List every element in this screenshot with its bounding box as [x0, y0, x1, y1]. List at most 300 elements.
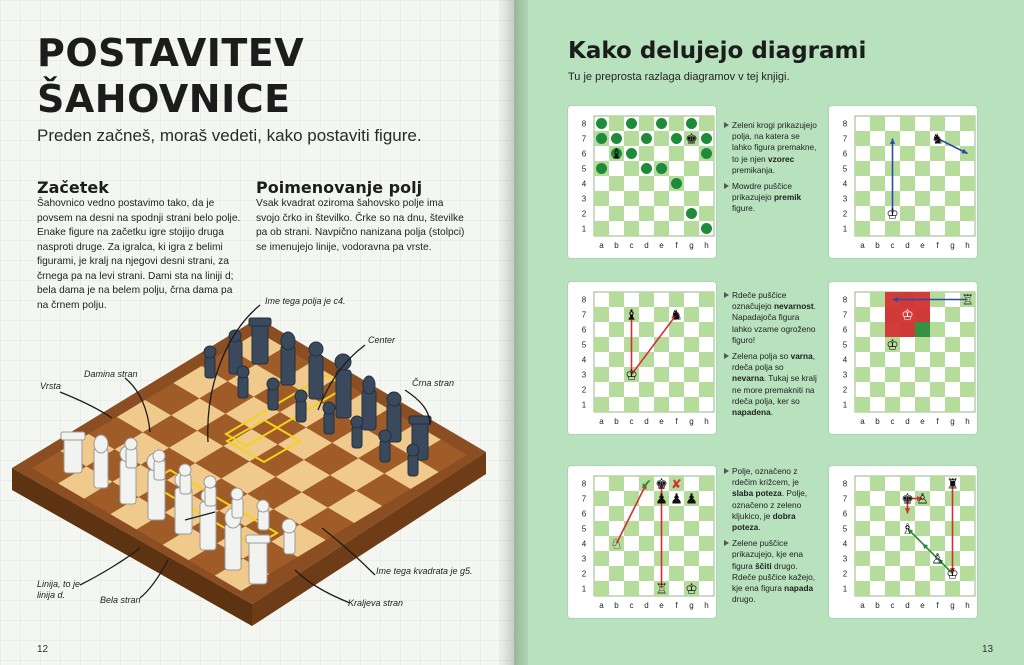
dark-square: [900, 176, 915, 191]
file-label: d: [644, 601, 649, 610]
rook-piece: ♖: [961, 292, 974, 309]
dark-square: [654, 367, 669, 382]
dark-square: [930, 476, 945, 491]
dark-square: [915, 521, 930, 536]
dark-square: [930, 116, 945, 131]
file-label: d: [905, 241, 910, 250]
right-page: [514, 0, 1024, 665]
dark-square: [885, 491, 900, 506]
dark-square: [855, 491, 870, 506]
diagram-card-3: [568, 282, 716, 434]
right-subtitle: Tu je preprosta razlaga diagramov v tej knjigi.: [568, 71, 790, 83]
dark-square: [900, 206, 915, 221]
description-1: [724, 120, 820, 220]
dark-square: [609, 292, 624, 307]
move-circle: [686, 208, 697, 219]
rook-piece: ♖: [655, 581, 668, 598]
dark-square: [684, 551, 699, 566]
dark-square: [885, 221, 900, 236]
dark-square: [900, 382, 915, 397]
pawn-piece: ♟: [670, 491, 683, 508]
pawn-piece: ♙: [916, 491, 929, 508]
dark-square: [900, 146, 915, 161]
rank-label: 1: [581, 584, 587, 594]
start-heading: Začetek: [37, 178, 109, 197]
rank-label: 8: [842, 295, 848, 305]
dark-square: [885, 551, 900, 566]
dark-square: [870, 146, 885, 161]
king-piece: ♔: [886, 206, 899, 223]
callout-rank: Vrsta: [40, 381, 61, 391]
rank-label: 3: [581, 194, 587, 204]
dark-square: [669, 566, 684, 581]
file-label: b: [875, 601, 880, 610]
dark-square: [885, 397, 900, 412]
dark-square: [609, 506, 624, 521]
file-label: a: [599, 417, 604, 426]
dark-square: [945, 307, 960, 322]
dark-square: [900, 476, 915, 491]
dark-square: [855, 397, 870, 412]
dark-square: [960, 116, 975, 131]
rank-label: 6: [581, 509, 587, 519]
rank-label: 7: [842, 310, 848, 320]
dark-square: [960, 322, 975, 337]
dark-square: [624, 397, 639, 412]
rank-label: 5: [842, 524, 848, 534]
dark-square: [684, 161, 699, 176]
rank-label: 8: [581, 479, 587, 489]
dark-square: [915, 551, 930, 566]
description-2-para-2: Zelena polja so varna, rdeča polja so nevarna. Tukaj se kralj ne more premakniti na rdeča polja, ker so napadena.: [724, 351, 820, 418]
file-label: c: [890, 601, 895, 610]
dark-square: [855, 131, 870, 146]
description-1-para-2: Mowdre puščice prikazujejo premik figure.: [724, 181, 820, 215]
file-label: f: [675, 241, 678, 250]
dark-square: [639, 292, 654, 307]
rank-label: 7: [581, 134, 587, 144]
king-piece: ♚: [655, 476, 668, 493]
bishop-piece: ♝: [625, 307, 638, 324]
dark-square: [624, 161, 639, 176]
rank-label: 2: [581, 209, 587, 219]
danger-square: [915, 307, 930, 322]
move-circle: [626, 118, 637, 129]
rank-label: 8: [842, 479, 848, 489]
dark-square: [699, 206, 714, 221]
rank-label: 6: [842, 509, 848, 519]
dark-square: [870, 506, 885, 521]
dark-square: [684, 521, 699, 536]
file-label: g: [689, 417, 694, 426]
dark-square: [639, 206, 654, 221]
dark-square: [609, 176, 624, 191]
bishop-piece: ♗: [901, 521, 914, 538]
file-label: f: [675, 601, 678, 610]
dark-square: [639, 322, 654, 337]
dark-square: [960, 176, 975, 191]
dark-square: [945, 191, 960, 206]
dark-square: [915, 191, 930, 206]
king-piece: ♔: [625, 367, 638, 384]
dark-square: [639, 176, 654, 191]
rank-label: 5: [842, 340, 848, 350]
move-circle: [641, 163, 652, 174]
move-circle: [596, 118, 607, 129]
rank-label: 7: [842, 134, 848, 144]
callout-c4: Ime tega polja je c4.: [265, 296, 346, 306]
description-1-para-1: Zeleni krogi prikazujejo polja, na katera se lahko figura premakne, to je njen vzorec premikanja.: [724, 120, 820, 176]
title-line-1: POSTAVITEV: [37, 31, 305, 75]
safe-square: [915, 322, 930, 337]
rank-label: 4: [842, 355, 848, 365]
dark-square: [594, 221, 609, 236]
start-text: Šahovnico vedno postavimo tako, da je povsem na desni na spodnji strani belo polje. Enake figure na začetku igre stojijo druga nasproti druge. Za igralca, ki igra z belimi figurami, je kralj na njegovi desni strani, za črnega pa na levi strani. Dami sta na liniji d; bela dama je na belem polju, črna dama pa na črnem polju.: [37, 198, 241, 311]
callout-queen-side: Damina stran: [84, 369, 138, 379]
move-circle: [701, 148, 712, 159]
dark-square: [699, 476, 714, 491]
callout-g5: Ime tega kvadrata je g5.: [376, 566, 473, 576]
dark-square: [594, 491, 609, 506]
dark-square: [870, 566, 885, 581]
dark-square: [684, 307, 699, 322]
dark-square: [960, 506, 975, 521]
dark-square: [930, 176, 945, 191]
description-2-para-1: Rdeče puščice označujejo nevarnost. Napadajoča figura lahko vzame ogroženo figuro!: [724, 290, 820, 346]
danger-square: [885, 307, 900, 322]
danger-square: [900, 322, 915, 337]
rank-label: 3: [842, 554, 848, 564]
page-subtitle: Preden začneš, moraš vedeti, kako postaviti figure.: [37, 126, 422, 145]
dark-square: [960, 476, 975, 491]
file-label: b: [614, 601, 619, 610]
rank-label: 7: [581, 494, 587, 504]
move-circle: [671, 133, 682, 144]
knight-piece: ♞: [931, 131, 944, 148]
dark-square: [699, 566, 714, 581]
dark-square: [960, 382, 975, 397]
dark-square: [624, 581, 639, 596]
dark-square: [609, 566, 624, 581]
dark-square: [930, 352, 945, 367]
dark-square: [870, 206, 885, 221]
rank-label: 3: [581, 554, 587, 564]
diagram-card-6: [829, 466, 977, 618]
right-title: Kako delujejo diagrami: [568, 38, 867, 64]
dark-square: [639, 506, 654, 521]
description-3: [724, 466, 820, 610]
pawn-piece: ♟: [685, 491, 698, 508]
dark-square: [594, 551, 609, 566]
rank-label: 7: [842, 494, 848, 504]
file-label: b: [875, 417, 880, 426]
rank-label: 1: [581, 224, 587, 234]
diagram-4: [829, 282, 977, 434]
dark-square: [855, 521, 870, 536]
diagram-card-1: [568, 106, 716, 258]
diagram-6: [829, 466, 977, 618]
file-label: c: [629, 601, 634, 610]
dark-square: [669, 382, 684, 397]
dark-square: [654, 131, 669, 146]
dark-square: [855, 337, 870, 352]
check-mark-icon: ✔: [641, 477, 652, 493]
diagram-2: [829, 106, 977, 258]
file-label: g: [689, 241, 694, 250]
king-piece: ♔: [901, 307, 914, 324]
dark-square: [930, 206, 945, 221]
file-label: e: [659, 417, 664, 426]
king-piece: ♔: [685, 581, 698, 598]
file-label: h: [704, 417, 709, 426]
file-label: e: [659, 601, 664, 610]
dark-square: [669, 506, 684, 521]
file-label: g: [950, 241, 955, 250]
dark-square: [699, 382, 714, 397]
dark-square: [855, 161, 870, 176]
dark-square: [960, 352, 975, 367]
file-label: f: [675, 417, 678, 426]
file-label: e: [920, 601, 925, 610]
dark-square: [945, 397, 960, 412]
file-label: f: [936, 241, 939, 250]
dark-square: [609, 322, 624, 337]
dark-square: [900, 566, 915, 581]
rank-label: 8: [581, 119, 587, 129]
dark-square: [594, 521, 609, 536]
file-label: c: [629, 241, 634, 250]
dark-square: [915, 221, 930, 236]
dark-square: [699, 506, 714, 521]
dark-square: [930, 382, 945, 397]
dark-square: [885, 521, 900, 536]
page-number-left: 12: [37, 644, 49, 655]
file-label: h: [704, 601, 709, 610]
description-3-para-1: Polje, označeno z rdečim križcem, je slaba poteza. Polje, označeno z zeleno kljukico, je dobra poteza.: [724, 466, 820, 533]
naming-heading: Poimenovanje polj: [256, 178, 423, 197]
diagram-card-4: [829, 282, 977, 434]
dark-square: [669, 206, 684, 221]
file-label: f: [936, 601, 939, 610]
dark-square: [654, 337, 669, 352]
dark-square: [930, 506, 945, 521]
move-circle: [671, 178, 682, 189]
dark-square: [684, 367, 699, 382]
rank-label: 6: [581, 149, 587, 159]
dark-square: [870, 292, 885, 307]
dark-square: [855, 581, 870, 596]
rank-label: 5: [581, 340, 587, 350]
rank-label: 8: [581, 295, 587, 305]
dark-square: [699, 322, 714, 337]
file-label: d: [644, 241, 649, 250]
dark-square: [945, 221, 960, 236]
dark-square: [624, 131, 639, 146]
dark-square: [684, 191, 699, 206]
rank-label: 1: [842, 584, 848, 594]
file-label: e: [920, 241, 925, 250]
file-label: a: [860, 417, 865, 426]
dark-square: [624, 221, 639, 236]
file-label: b: [614, 417, 619, 426]
dark-square: [900, 352, 915, 367]
callout-black-side: Črna stran: [412, 378, 455, 388]
rank-label: 4: [581, 179, 587, 189]
dark-square: [654, 307, 669, 322]
title-line-2: ŠAHOVNICE: [37, 77, 291, 121]
dark-square: [669, 116, 684, 131]
rank-label: 3: [581, 370, 587, 380]
callout-king-side: Kraljeva stran: [348, 598, 404, 608]
description-2: [724, 290, 820, 423]
file-label: a: [599, 241, 604, 250]
king-piece: ♔: [886, 337, 899, 354]
dark-square: [855, 551, 870, 566]
rank-label: 6: [842, 325, 848, 335]
file-label: h: [965, 241, 970, 250]
dark-square: [609, 116, 624, 131]
callout-center: Center: [368, 335, 396, 345]
move-circle: [641, 133, 652, 144]
dark-square: [960, 206, 975, 221]
dark-square: [594, 581, 609, 596]
file-label: a: [599, 601, 604, 610]
file-label: b: [875, 241, 880, 250]
dark-square: [699, 352, 714, 367]
dark-square: [885, 581, 900, 596]
dark-square: [669, 292, 684, 307]
file-label: g: [950, 417, 955, 426]
diagram-card-2: [829, 106, 977, 258]
callout-white-side: Bela stran: [100, 595, 141, 605]
dark-square: [609, 206, 624, 221]
dark-square: [609, 476, 624, 491]
dark-square: [594, 367, 609, 382]
king-piece: ♚: [685, 131, 698, 148]
dark-square: [930, 146, 945, 161]
rank-label: 5: [581, 164, 587, 174]
rank-label: 1: [842, 224, 848, 234]
move-circle: [701, 133, 712, 144]
dark-square: [855, 191, 870, 206]
dark-square: [654, 191, 669, 206]
rank-label: 3: [842, 370, 848, 380]
file-label: g: [689, 601, 694, 610]
naming-text: Vsak kvadrat oziroma šahovsko polje ima svojo črko in številko. Črke so na dnu, številke pa ob strani. Navpično nanizana polja (stolpci) se imenujejo linije, vodoravna pa vrste.: [256, 198, 465, 253]
dark-square: [624, 551, 639, 566]
dark-square: [669, 536, 684, 551]
pawn-piece: ♟: [655, 491, 668, 508]
file-label: c: [890, 241, 895, 250]
rank-label: 5: [581, 524, 587, 534]
dark-square: [960, 536, 975, 551]
dark-square: [684, 397, 699, 412]
dark-square: [870, 476, 885, 491]
rank-label: 4: [581, 355, 587, 365]
dark-square: [639, 382, 654, 397]
dark-square: [639, 116, 654, 131]
file-label: h: [965, 417, 970, 426]
dark-square: [654, 397, 669, 412]
file-label: h: [965, 601, 970, 610]
dark-square: [684, 221, 699, 236]
dark-square: [930, 322, 945, 337]
dark-square: [915, 161, 930, 176]
dark-square: [684, 337, 699, 352]
dark-square: [960, 566, 975, 581]
rank-label: 4: [842, 179, 848, 189]
dark-square: [870, 116, 885, 131]
bishop-piece: ♝: [610, 146, 623, 163]
dark-square: [639, 566, 654, 581]
file-label: h: [704, 241, 709, 250]
king-piece: ♚: [901, 491, 914, 508]
file-label: d: [644, 417, 649, 426]
dark-square: [870, 176, 885, 191]
rank-label: 7: [581, 310, 587, 320]
move-circle: [656, 163, 667, 174]
rank-label: 6: [842, 149, 848, 159]
dark-square: [855, 221, 870, 236]
dark-square: [654, 221, 669, 236]
dark-square: [885, 367, 900, 382]
dark-square: [870, 382, 885, 397]
dark-square: [594, 307, 609, 322]
dark-square: [855, 367, 870, 382]
move-circle: [596, 163, 607, 174]
file-label: f: [936, 417, 939, 426]
knight-piece: ♞: [670, 307, 683, 324]
rank-label: 5: [842, 164, 848, 174]
file-label: b: [614, 241, 619, 250]
rank-label: 2: [842, 209, 848, 219]
dark-square: [900, 536, 915, 551]
file-label: e: [659, 241, 664, 250]
dark-square: [699, 116, 714, 131]
dark-square: [915, 397, 930, 412]
dark-square: [900, 116, 915, 131]
rank-label: 2: [581, 569, 587, 579]
cross-mark-icon: ✘: [671, 477, 682, 493]
file-label: e: [920, 417, 925, 426]
diagram-card-5: [568, 466, 716, 618]
dark-square: [945, 581, 960, 596]
dark-square: [945, 161, 960, 176]
dark-square: [669, 322, 684, 337]
dark-square: [915, 581, 930, 596]
description-3-para-2: Zelene puščice prikazujejo, kje ena figura ščiti drugo. Rdeče puščice kažejo, kje ena figura napada drugo.: [724, 538, 820, 605]
pawn-piece: ♙: [931, 551, 944, 568]
rank-label: 2: [842, 385, 848, 395]
file-label: c: [629, 417, 634, 426]
file-label: g: [950, 601, 955, 610]
dark-square: [669, 352, 684, 367]
dark-square: [915, 367, 930, 382]
diagram-5: [568, 466, 716, 618]
diagram-1: [568, 106, 716, 258]
rook-piece: ♜: [946, 476, 959, 493]
move-circle: [701, 223, 712, 234]
dark-square: [639, 146, 654, 161]
dark-square: [639, 536, 654, 551]
rank-label: 6: [581, 325, 587, 335]
dark-square: [669, 146, 684, 161]
file-label: d: [905, 417, 910, 426]
diagram-3: [568, 282, 716, 434]
move-circle: [656, 118, 667, 129]
rank-label: 8: [842, 119, 848, 129]
dark-square: [594, 191, 609, 206]
